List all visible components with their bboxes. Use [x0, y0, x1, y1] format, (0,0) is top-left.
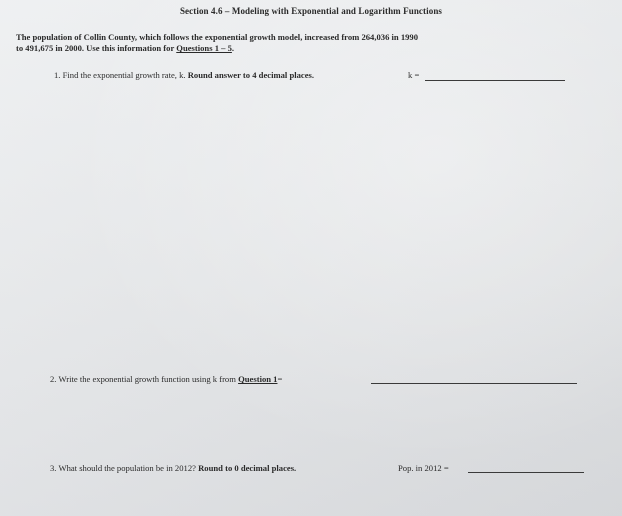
question-1 — [54, 70, 314, 80]
question-3-number: 3. — [50, 463, 57, 473]
question-3 — [50, 463, 296, 473]
question-3-rounding: Round to 0 decimal places. — [198, 463, 297, 473]
question-1-ref: Question 1 — [238, 374, 278, 384]
question-1-answer-label: k = — [408, 70, 420, 80]
question-1-rounding: Round answer to 4 decimal places. — [187, 70, 315, 80]
question-1-answer-blank[interactable] — [425, 80, 565, 81]
question-3-answer-label: Pop. in 2012 = — [398, 463, 449, 473]
question-3-answer-blank[interactable] — [468, 472, 584, 473]
question-2-answer-label: = — [277, 374, 283, 384]
questions-range-ref: Questions 1 – 5 — [176, 43, 232, 53]
problem-intro — [16, 32, 576, 54]
section-title: Section 4.6 – Modeling with Exponential and Logarithm Functions — [179, 6, 443, 16]
question-1-number: 1. — [54, 70, 61, 80]
intro-line-2-text: to 491,675 in 2000. Use this information for — [16, 43, 177, 53]
intro-line-2 — [16, 43, 576, 54]
intro-line-1: The population of Collin County, which follows the exponential growth model, increased from 264,036 in 1990 — [16, 32, 419, 42]
question-2 — [50, 374, 282, 384]
intro-line-2-period: . — [231, 43, 235, 53]
question-3-text: What should the population be in 2012? — [58, 463, 196, 473]
question-2-number: 2. — [50, 374, 57, 384]
question-1-text: Find the exponential growth rate, k. — [62, 70, 186, 80]
question-2-answer-blank[interactable] — [371, 383, 577, 384]
question-2-text: Write the exponential growth function using k from — [58, 374, 236, 384]
